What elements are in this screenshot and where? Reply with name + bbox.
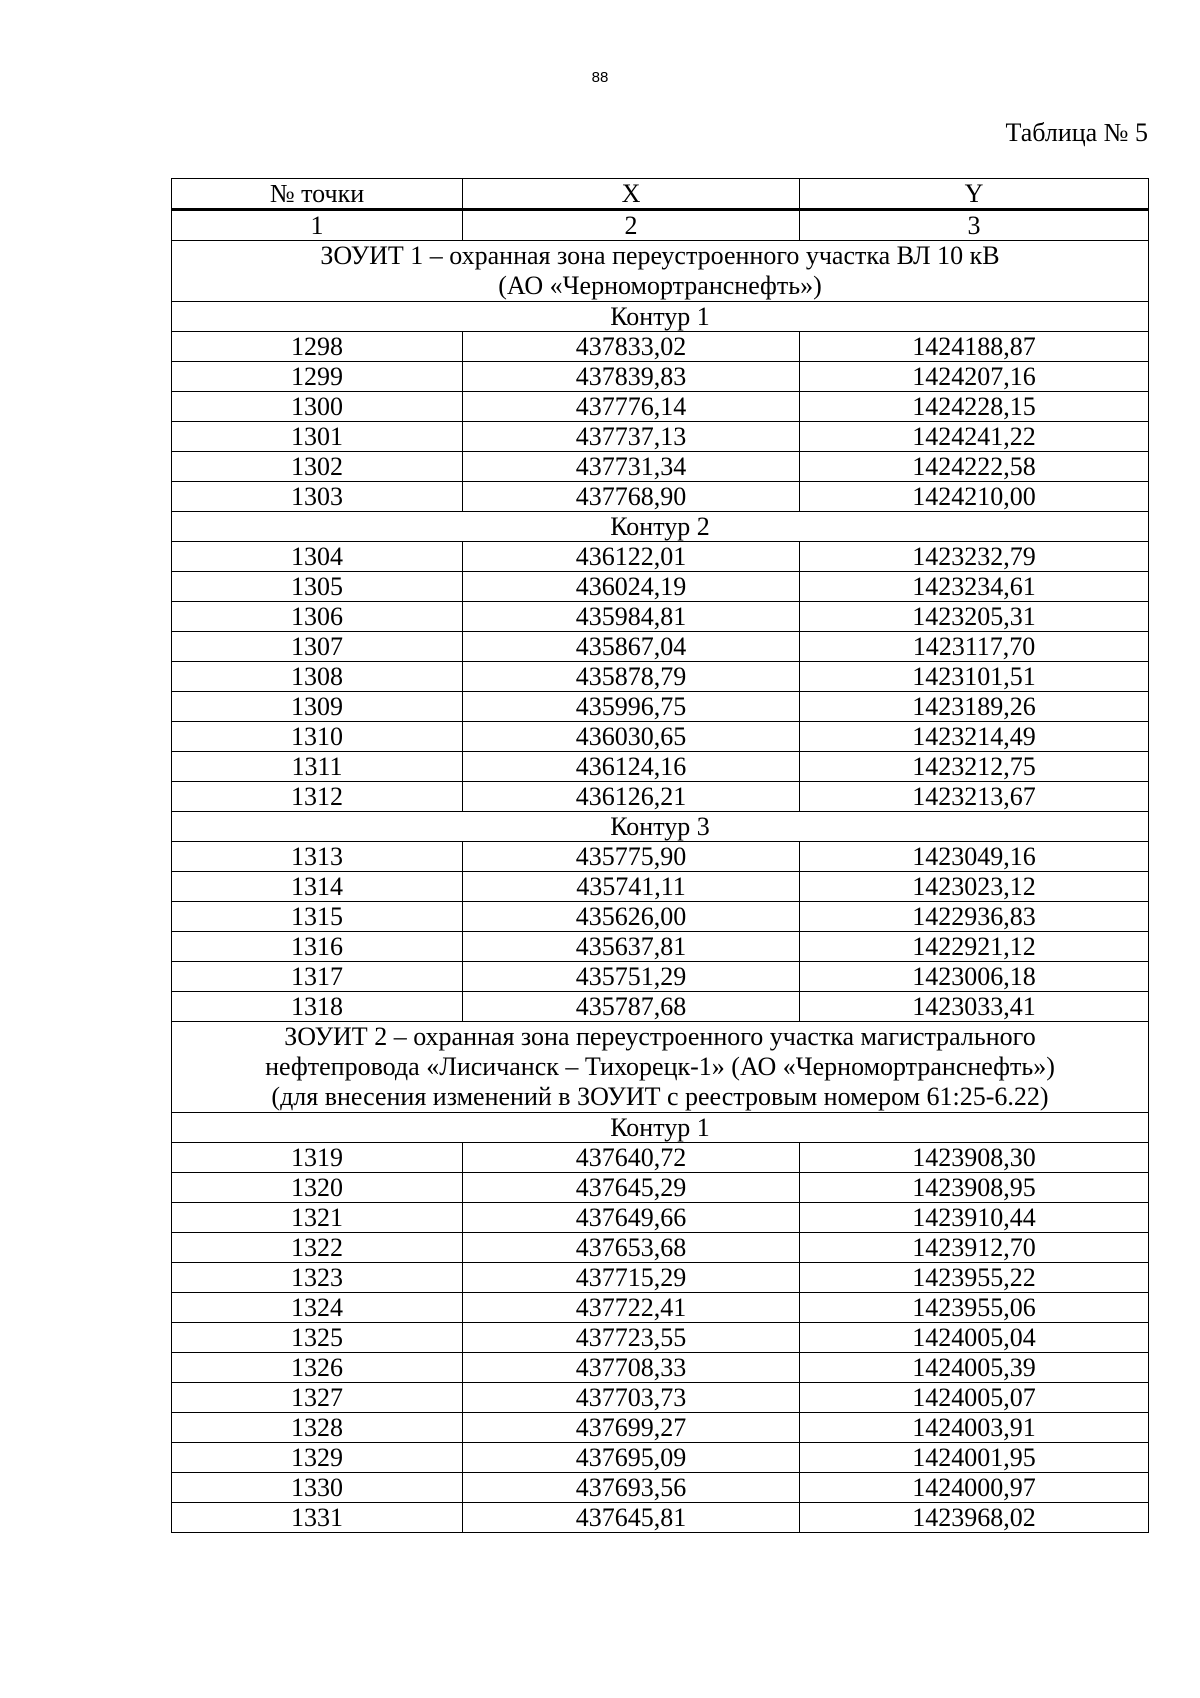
- point-number-cell: 1329: [172, 1443, 463, 1473]
- header-x: X: [463, 179, 800, 210]
- y-coordinate-cell: 1424000,97: [800, 1473, 1149, 1503]
- table-row: [172, 1263, 1149, 1293]
- x-coordinate-cell: 437768,90: [463, 482, 800, 512]
- x-coordinate-cell: 435878,79: [463, 662, 800, 692]
- contour-label: Контур 1: [172, 302, 1149, 332]
- point-number-cell: 1330: [172, 1473, 463, 1503]
- point-number-cell: 1326: [172, 1353, 463, 1383]
- table-row: [172, 692, 1149, 722]
- point-number-cell: 1301: [172, 422, 463, 452]
- point-number-cell: 1331: [172, 1503, 463, 1533]
- point-number-cell: 1310: [172, 722, 463, 752]
- table-row: [172, 362, 1149, 392]
- x-coordinate-cell: 436124,16: [463, 752, 800, 782]
- point-number-cell: 1324: [172, 1293, 463, 1323]
- table-row: [172, 632, 1149, 662]
- x-coordinate-cell: 437731,34: [463, 452, 800, 482]
- y-coordinate-cell: 1424222,58: [800, 452, 1149, 482]
- x-coordinate-cell: 436126,21: [463, 782, 800, 812]
- y-coordinate-cell: 1423049,16: [800, 842, 1149, 872]
- point-number-cell: 1299: [172, 362, 463, 392]
- y-coordinate-cell: 1424003,91: [800, 1413, 1149, 1443]
- table-row: [172, 572, 1149, 602]
- table-row: [172, 1503, 1149, 1533]
- point-number-cell: 1327: [172, 1383, 463, 1413]
- y-coordinate-cell: 1423033,41: [800, 992, 1149, 1022]
- x-coordinate-cell: 437645,81: [463, 1503, 800, 1533]
- y-coordinate-cell: 1423006,18: [800, 962, 1149, 992]
- point-number-cell: 1302: [172, 452, 463, 482]
- x-coordinate-cell: 437699,27: [463, 1413, 800, 1443]
- y-coordinate-cell: 1423968,02: [800, 1503, 1149, 1533]
- x-coordinate-cell: 437653,68: [463, 1233, 800, 1263]
- point-number-cell: 1320: [172, 1173, 463, 1203]
- table-row: [172, 1323, 1149, 1353]
- section-title-line: (для внесения изменений в ЗОУИТ с реестровым номером 61:25-6.22): [271, 1082, 1049, 1111]
- column-number: 3: [800, 210, 1149, 241]
- section-title-line: (АО «Черномортранснефть»): [498, 271, 822, 300]
- x-coordinate-cell: 436030,65: [463, 722, 800, 752]
- section-title-line: ЗОУИТ 2 – охранная зона переустроенного участка магистрального: [284, 1022, 1036, 1051]
- x-coordinate-cell: 437640,72: [463, 1143, 800, 1173]
- contour-row: [172, 302, 1149, 332]
- table-row: [172, 392, 1149, 422]
- table-row: [172, 332, 1149, 362]
- x-coordinate-cell: 435741,11: [463, 872, 800, 902]
- contour-label: Контур 1: [172, 1113, 1149, 1143]
- coordinates-table: [171, 178, 1149, 1533]
- table-row: [172, 1143, 1149, 1173]
- point-number-cell: 1306: [172, 602, 463, 632]
- point-number-cell: 1315: [172, 902, 463, 932]
- table-row: [172, 1293, 1149, 1323]
- x-coordinate-cell: 435626,00: [463, 902, 800, 932]
- column-number-row: [172, 210, 1149, 241]
- table-row: [172, 542, 1149, 572]
- point-number-cell: 1317: [172, 962, 463, 992]
- y-coordinate-cell: 1423955,22: [800, 1263, 1149, 1293]
- y-coordinate-cell: 1422936,83: [800, 902, 1149, 932]
- y-coordinate-cell: 1423101,51: [800, 662, 1149, 692]
- y-coordinate-cell: 1423214,49: [800, 722, 1149, 752]
- table-row: [172, 602, 1149, 632]
- y-coordinate-cell: 1423205,31: [800, 602, 1149, 632]
- column-number: 1: [172, 210, 463, 241]
- point-number-cell: 1323: [172, 1263, 463, 1293]
- table-row: [172, 752, 1149, 782]
- x-coordinate-cell: 435984,81: [463, 602, 800, 632]
- section-title: [172, 241, 1149, 302]
- x-coordinate-cell: 435996,75: [463, 692, 800, 722]
- point-number-cell: 1303: [172, 482, 463, 512]
- y-coordinate-cell: 1423023,12: [800, 872, 1149, 902]
- table-row: [172, 872, 1149, 902]
- x-coordinate-cell: 436122,01: [463, 542, 800, 572]
- section-title-line: нефтепровода «Лисичанск – Тихорецк-1» (АО «Черномортранснефть»): [265, 1052, 1055, 1081]
- x-coordinate-cell: 437723,55: [463, 1323, 800, 1353]
- header-point-number: № точки: [172, 179, 463, 210]
- point-number-cell: 1305: [172, 572, 463, 602]
- table-row: [172, 842, 1149, 872]
- table-row: [172, 422, 1149, 452]
- point-number-cell: 1308: [172, 662, 463, 692]
- contour-row: [172, 812, 1149, 842]
- table-row: [172, 962, 1149, 992]
- point-number-cell: 1322: [172, 1233, 463, 1263]
- x-coordinate-cell: 435775,90: [463, 842, 800, 872]
- contour-row: [172, 512, 1149, 542]
- y-coordinate-cell: 1423212,75: [800, 752, 1149, 782]
- point-number-cell: 1304: [172, 542, 463, 572]
- x-coordinate-cell: 437703,73: [463, 1383, 800, 1413]
- table-row: [172, 1173, 1149, 1203]
- y-coordinate-cell: 1424228,15: [800, 392, 1149, 422]
- y-coordinate-cell: 1423910,44: [800, 1203, 1149, 1233]
- y-coordinate-cell: 1423117,70: [800, 632, 1149, 662]
- section-title-row: [172, 241, 1149, 302]
- y-coordinate-cell: 1424005,39: [800, 1353, 1149, 1383]
- y-coordinate-cell: 1424241,22: [800, 422, 1149, 452]
- table-row: [172, 722, 1149, 752]
- table-row: [172, 482, 1149, 512]
- y-coordinate-cell: 1423232,79: [800, 542, 1149, 572]
- table-row: [172, 452, 1149, 482]
- table-row: [172, 1233, 1149, 1263]
- x-coordinate-cell: 437645,29: [463, 1173, 800, 1203]
- table-row: [172, 1383, 1149, 1413]
- y-coordinate-cell: 1423213,67: [800, 782, 1149, 812]
- x-coordinate-cell: 437737,13: [463, 422, 800, 452]
- table-row: [172, 902, 1149, 932]
- table-row: [172, 782, 1149, 812]
- x-coordinate-cell: 437722,41: [463, 1293, 800, 1323]
- x-coordinate-cell: 437776,14: [463, 392, 800, 422]
- y-coordinate-cell: 1423908,95: [800, 1173, 1149, 1203]
- x-coordinate-cell: 435787,68: [463, 992, 800, 1022]
- x-coordinate-cell: 437708,33: [463, 1353, 800, 1383]
- point-number-cell: 1318: [172, 992, 463, 1022]
- point-number-cell: 1314: [172, 872, 463, 902]
- y-coordinate-cell: 1423912,70: [800, 1233, 1149, 1263]
- header-y: Y: [800, 179, 1149, 210]
- table-row: [172, 1443, 1149, 1473]
- point-number-cell: 1316: [172, 932, 463, 962]
- point-number-cell: 1319: [172, 1143, 463, 1173]
- x-coordinate-cell: 437693,56: [463, 1473, 800, 1503]
- table-row: [172, 662, 1149, 692]
- table-row: [172, 992, 1149, 1022]
- page-number: 88: [591, 69, 609, 86]
- x-coordinate-cell: 437649,66: [463, 1203, 800, 1233]
- point-number-cell: 1313: [172, 842, 463, 872]
- point-number-cell: 1307: [172, 632, 463, 662]
- y-coordinate-cell: 1423189,26: [800, 692, 1149, 722]
- x-coordinate-cell: 437695,09: [463, 1443, 800, 1473]
- table-row: [172, 932, 1149, 962]
- x-coordinate-cell: 436024,19: [463, 572, 800, 602]
- x-coordinate-cell: 437715,29: [463, 1263, 800, 1293]
- y-coordinate-cell: 1424005,04: [800, 1323, 1149, 1353]
- y-coordinate-cell: 1423908,30: [800, 1143, 1149, 1173]
- y-coordinate-cell: 1424001,95: [800, 1443, 1149, 1473]
- contour-label: Контур 3: [172, 812, 1149, 842]
- section-title-row: [172, 1022, 1149, 1113]
- contour-row: [172, 1113, 1149, 1143]
- table-header-row: [172, 179, 1149, 210]
- contour-label: Контур 2: [172, 512, 1149, 542]
- y-coordinate-cell: 1424188,87: [800, 332, 1149, 362]
- table-caption: Таблица № 5: [1005, 118, 1148, 147]
- x-coordinate-cell: 435637,81: [463, 932, 800, 962]
- point-number-cell: 1312: [172, 782, 463, 812]
- point-number-cell: 1298: [172, 332, 463, 362]
- y-coordinate-cell: 1422921,12: [800, 932, 1149, 962]
- section-title-line: ЗОУИТ 1 – охранная зона переустроенного участка ВЛ 10 кВ: [320, 241, 1000, 270]
- point-number-cell: 1311: [172, 752, 463, 782]
- y-coordinate-cell: 1423955,06: [800, 1293, 1149, 1323]
- y-coordinate-cell: 1423234,61: [800, 572, 1149, 602]
- point-number-cell: 1300: [172, 392, 463, 422]
- y-coordinate-cell: 1424210,00: [800, 482, 1149, 512]
- x-coordinate-cell: 435867,04: [463, 632, 800, 662]
- x-coordinate-cell: 437833,02: [463, 332, 800, 362]
- point-number-cell: 1309: [172, 692, 463, 722]
- point-number-cell: 1328: [172, 1413, 463, 1443]
- y-coordinate-cell: 1424005,07: [800, 1383, 1149, 1413]
- column-number: 2: [463, 210, 800, 241]
- table-row: [172, 1473, 1149, 1503]
- point-number-cell: 1321: [172, 1203, 463, 1233]
- table-row: [172, 1413, 1149, 1443]
- point-number-cell: 1325: [172, 1323, 463, 1353]
- y-coordinate-cell: 1424207,16: [800, 362, 1149, 392]
- x-coordinate-cell: 435751,29: [463, 962, 800, 992]
- section-title: [172, 1022, 1149, 1113]
- table-row: [172, 1353, 1149, 1383]
- x-coordinate-cell: 437839,83: [463, 362, 800, 392]
- table-row: [172, 1203, 1149, 1233]
